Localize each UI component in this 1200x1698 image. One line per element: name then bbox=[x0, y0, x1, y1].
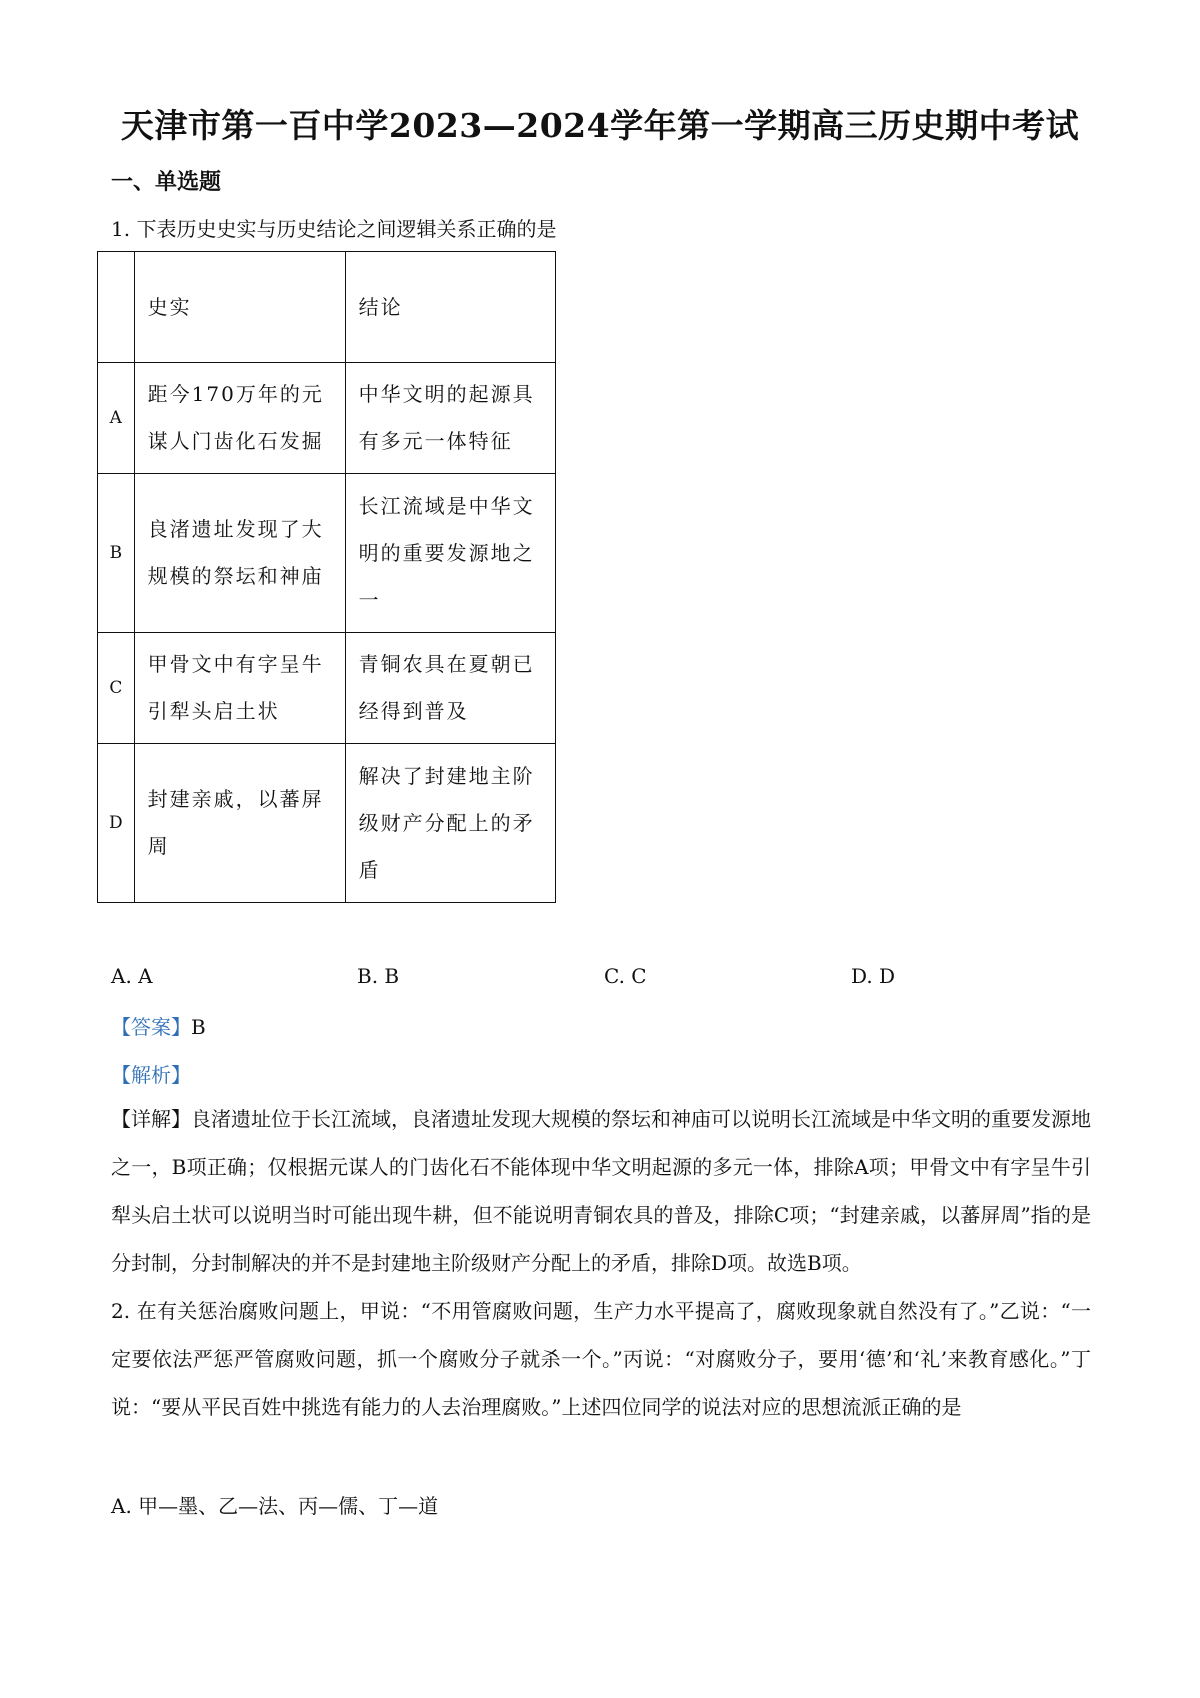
question-2-option-a: A. 甲—墨、乙—法、丙—儒、丁—道 bbox=[111, 1494, 439, 1518]
option-d: D. D bbox=[851, 964, 896, 988]
option-b: B. B bbox=[357, 964, 400, 988]
row-fact: 封建亲戚，以蕃屏周 bbox=[134, 744, 345, 903]
row-fact: 良渚遗址发现了大规模的祭坛和神庙 bbox=[134, 474, 345, 633]
table-header-label-cell bbox=[98, 252, 135, 363]
table-row bbox=[98, 744, 556, 903]
row-conclusion: 长江流域是中华文明的重要发源地之一 bbox=[345, 474, 555, 633]
table-header-fact: 史实 bbox=[134, 252, 345, 363]
row-conclusion: 青铜农具在夏朝已经得到普及 bbox=[345, 633, 555, 744]
row-fact: 甲骨文中有字呈牛引犁头启土状 bbox=[134, 633, 345, 744]
detail-tag: 【详解】 bbox=[111, 1107, 191, 1131]
option-a: A. A bbox=[111, 964, 153, 988]
table-row bbox=[98, 363, 556, 474]
row-fact: 距今170万年的元谋人门齿化石发掘 bbox=[134, 363, 345, 474]
row-label: A bbox=[98, 363, 135, 474]
answer-value: B bbox=[191, 1015, 206, 1039]
option-c: C. C bbox=[604, 964, 647, 988]
row-conclusion: 中华文明的起源具有多元一体特征 bbox=[345, 363, 555, 474]
table-row bbox=[98, 474, 556, 633]
table-row bbox=[98, 633, 556, 744]
row-label: B bbox=[98, 474, 135, 633]
answer-tag: 【答案】 bbox=[111, 1015, 191, 1039]
exam-title: 天津市第一百中学2023—2024学年第一学期高三历史期中考试 bbox=[120, 106, 1080, 145]
table-header-conclusion: 结论 bbox=[345, 252, 555, 363]
question-1-table bbox=[97, 251, 556, 903]
question-1-stem: 1. 下表历史史实与历史结论之间逻辑关系正确的是 bbox=[111, 217, 557, 241]
detail-paragraph bbox=[111, 1095, 1091, 1287]
section-heading: 一、单选题 bbox=[111, 169, 222, 195]
row-conclusion: 解决了封建地主阶级财产分配上的矛盾 bbox=[345, 744, 555, 903]
row-label: C bbox=[98, 633, 135, 744]
analysis-tag: 【解析】 bbox=[111, 1063, 191, 1087]
question-2-stem: 2. 在有关惩治腐败问题上，甲说：“不用管腐败问题，生产力水平提高了，腐败现象就自然没有了。”乙说：“一定要依法严惩严管腐败问题，抓一个腐败分子就杀一个。”丙说：“对腐败分子，要用‘德’和‘礼’来教育感化。”丁说：“要从平民百姓中挑选有能力的人去治理腐败。”上述四位同学的说法对应的思想流派正确的是 bbox=[111, 1299, 1091, 1419]
detail-text: 良渚遗址位于长江流域，良渚遗址发现大规模的祭坛和神庙可以说明长江流域是中华文明的重要发源地之一，B项正确；仅根据元谋人的门齿化石不能体现中华文明起源的多元一体，排除A项；甲骨文中有字呈牛引犁头启土状可以说明当时可能出现牛耕，但不能说明青铜农具的普及，排除C项；“封建亲戚，以蕃屏周”指的是分封制，分封制解决的并不是封建地主阶级财产分配上的矛盾，排除D项。故选B项。 bbox=[111, 1107, 1091, 1275]
row-label: D bbox=[98, 744, 135, 903]
answer-line bbox=[111, 1011, 206, 1040]
